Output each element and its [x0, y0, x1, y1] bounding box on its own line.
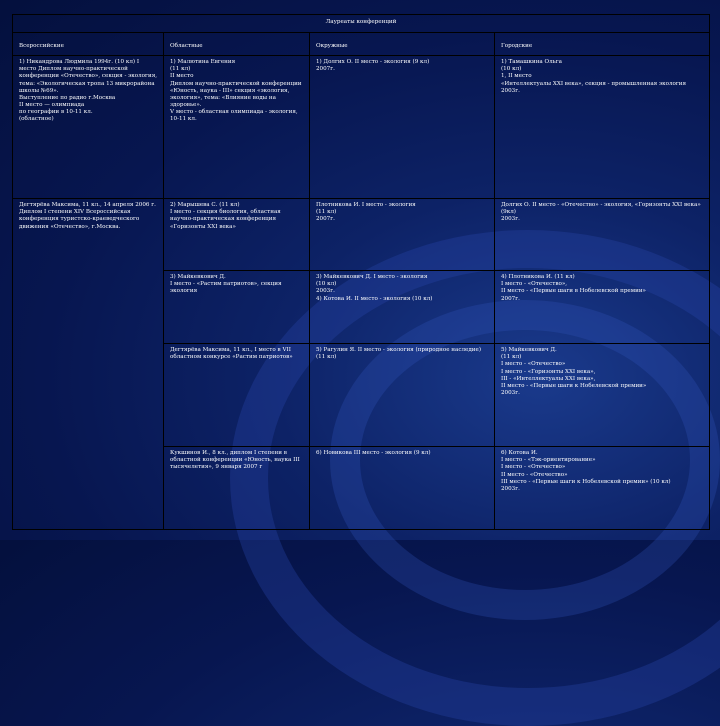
table-cell: 1) Долгих О. II место - экология (9 кл) 2007г. [310, 56, 495, 199]
table-cell: 1) Малютина Евгения (11 кл) II место Диплом научно-практической конференции «Юность, наука - III» секция «экология, экология», тема: «Влияние воды на здоровье». V место - областная олимпиада - экология, 10-11 кл. [164, 56, 310, 199]
header-district: Окружные [310, 33, 495, 56]
header-all-russian: Всероссийские [13, 33, 164, 56]
table-cell: 5) Рагулин Я. II место - экология (природное наследие) (11 кл) [310, 344, 495, 447]
table-cell: 6) Котова И. I место - «Тэк-ориентирование» I место - «Отечество» II место - «Отечество» III место - «Первые шаги к Нобелевской премии» (10 кл) 2003г. [495, 447, 710, 530]
header-city: Городские [495, 33, 710, 56]
table-cell: 5) Майкевкович Д. (11 кл) I место - «Отечество» I место - «Горизонты XXI века», III - «Интеллектуалы XXI века», II место - «Первые шаги к Нобелевской премии» 2003г. [495, 344, 710, 447]
table-row [13, 199, 710, 271]
table-cell: Дегтярёва Максима, 11 кл., I место в VII областном конкурсе «Растим патриотов» [164, 344, 310, 447]
table-cell: 6) Новикова III место - экология (9 кл) [310, 447, 495, 530]
table-cell: 1) Тамашкина Ольга (10 кл) 1, II место «Интеллектуалы XXI века», секция - промышленная экология 2003г. [495, 56, 710, 199]
table-cell: Дегтярёва Максима, 11 кл., 14 апреля 2006 г. Диплом I степени XIV Всероссийская конференция туристско-краеведческого движения «Отечество», г.Москва. [13, 199, 164, 530]
table-cell: Кукшинов И., 8 кл., диплом I степени в областной конференции «Юность, наука III тысячелетия», 9 января 2007 г [164, 447, 310, 530]
table-cell: Плотникова И. I место - экология (11 кл) 2007г. [310, 199, 495, 271]
title-row [13, 15, 710, 33]
header-regional: Областные [164, 33, 310, 56]
table-cell: 1) Никандрова Людмила 1994г. (10 кл) I место Диплом научно-практической конференции «Отечество», секция - экология, тема: «Экологическая тропа 13 микрорайона школы №69». Выступление по радио г.Москва II место — олимпиада по географии в 10-11 кл. (областное) [13, 56, 164, 199]
table-title: Лауреаты конференций [13, 15, 710, 33]
table-cell: 3) Майкевкович Д. I место - «Растим патриотов», секция экология [164, 271, 310, 344]
table-cell: 4) Плотникова И. (11 кл) I место - «Отечество», II место - «Первые шаги в Нобелевской премии» 2007г. [495, 271, 710, 344]
table-cell: 3) Майкевкович Д. I место - экология (10 кл) 2003г. 4) Котова И. II место - экология (10 кл) [310, 271, 495, 344]
header-row [13, 33, 710, 56]
table-cell: 2) Марышева С. (11 кл) I место - секция биология, областная научно-практическая конференция «Горизонты XXI века» [164, 199, 310, 271]
table-row [13, 56, 710, 199]
table-cell: Долгих О. II место - «Отечество» - экология, «Горизонты XXI века» (9кл) 2003г. [495, 199, 710, 271]
laureates-table [12, 14, 710, 530]
